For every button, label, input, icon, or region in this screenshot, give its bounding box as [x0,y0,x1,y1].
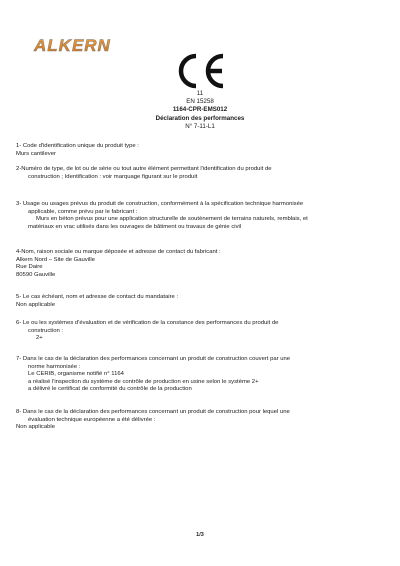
section-2-title: 2-Numéro de type, de lot ou de série ou tout autre élément permettant l'identification du produit de [16,166,272,172]
reference: 1164-CPR-EMS012 [172,106,228,114]
section-4-title: 4-Nom, raison sociale ou marque déposée et adresse de contact du fabricant : [16,249,221,255]
section-6-line: construction : [28,327,64,334]
section-5-title: 5- Le cas échéant, nom et adresse de contact du mandataire : [16,294,179,300]
section-6-line: 2+ [36,335,43,342]
section-3-line: matériaux en vrac utilisés dans les ouvrages de bâtiment ou travaux de génie civil [28,223,242,230]
section-2 [16,166,384,181]
page-number: 1/3 [196,532,204,538]
section-3-line: applicable, comme prévu par le fabricant : [28,208,138,215]
header-info [0,90,400,131]
section-3-title: 3- Usage ou usages prévus du produit de construction, conformément à la spécification technique harmonisée [16,201,304,207]
svg-text:ALKERN: ALKERN [34,36,111,54]
section-7-line: Le CERIB, organisme notifié n° 1164 [28,371,124,378]
section-7-line: a réalisé l'inspection du système de contrôle de production en usine selon le système 2+ [28,378,259,385]
section-4-line: Rue Daire [16,264,43,271]
section-5 [16,294,384,309]
doc-title: Déclaration des performances [155,114,245,122]
section-2-line: construction ; Identification : voir marquage figurant sur le produit [28,173,198,180]
section-8-title: 8- Dans le cas de la déclaration des performances concernant un produit de construction pour lequel une [16,409,290,415]
doc-number: N° 7-11-L1 [185,122,215,130]
section-7-title: 7- Dans le cas de la déclaration des performances concernant un produit de construction couvert par une [16,356,291,362]
standard: EN 15258 [186,98,214,106]
section-7-line: norme harmonisée : [28,363,81,370]
ce-mark [172,52,228,90]
section-1-line: Murs cantilever [16,150,56,157]
section-7-line: a délivré le certificat de conformité du contrôle de la production [28,386,192,393]
section-4-line: 80590 Gauville [16,271,56,278]
section-3-line: Murs en béton prévus pour une application structurelle de soutènement de terrains naturels, remblais, et [36,216,308,223]
section-1 [16,143,384,158]
section-4-line: Alkern Nord – Site de Gauville [16,256,95,263]
section-8 [16,409,384,432]
alkern-logo [32,36,138,54]
section-6 [16,320,384,343]
section-7 [16,356,384,394]
section-8-line: évaluation technique européenne a été délivrée : [28,416,156,423]
section-3 [16,201,384,231]
section-8-line: Non applicable [16,424,55,431]
notified-body-number: 11 [196,90,204,97]
section-4 [16,249,384,279]
section-1-title: 1- Code d'identification unique du produit type : [16,143,139,149]
section-6-title: 6- Le ou les systèmes d'évaluation et de vérification de la constance des performances du produit de [16,320,279,326]
section-5-line: Non applicable [16,301,55,308]
